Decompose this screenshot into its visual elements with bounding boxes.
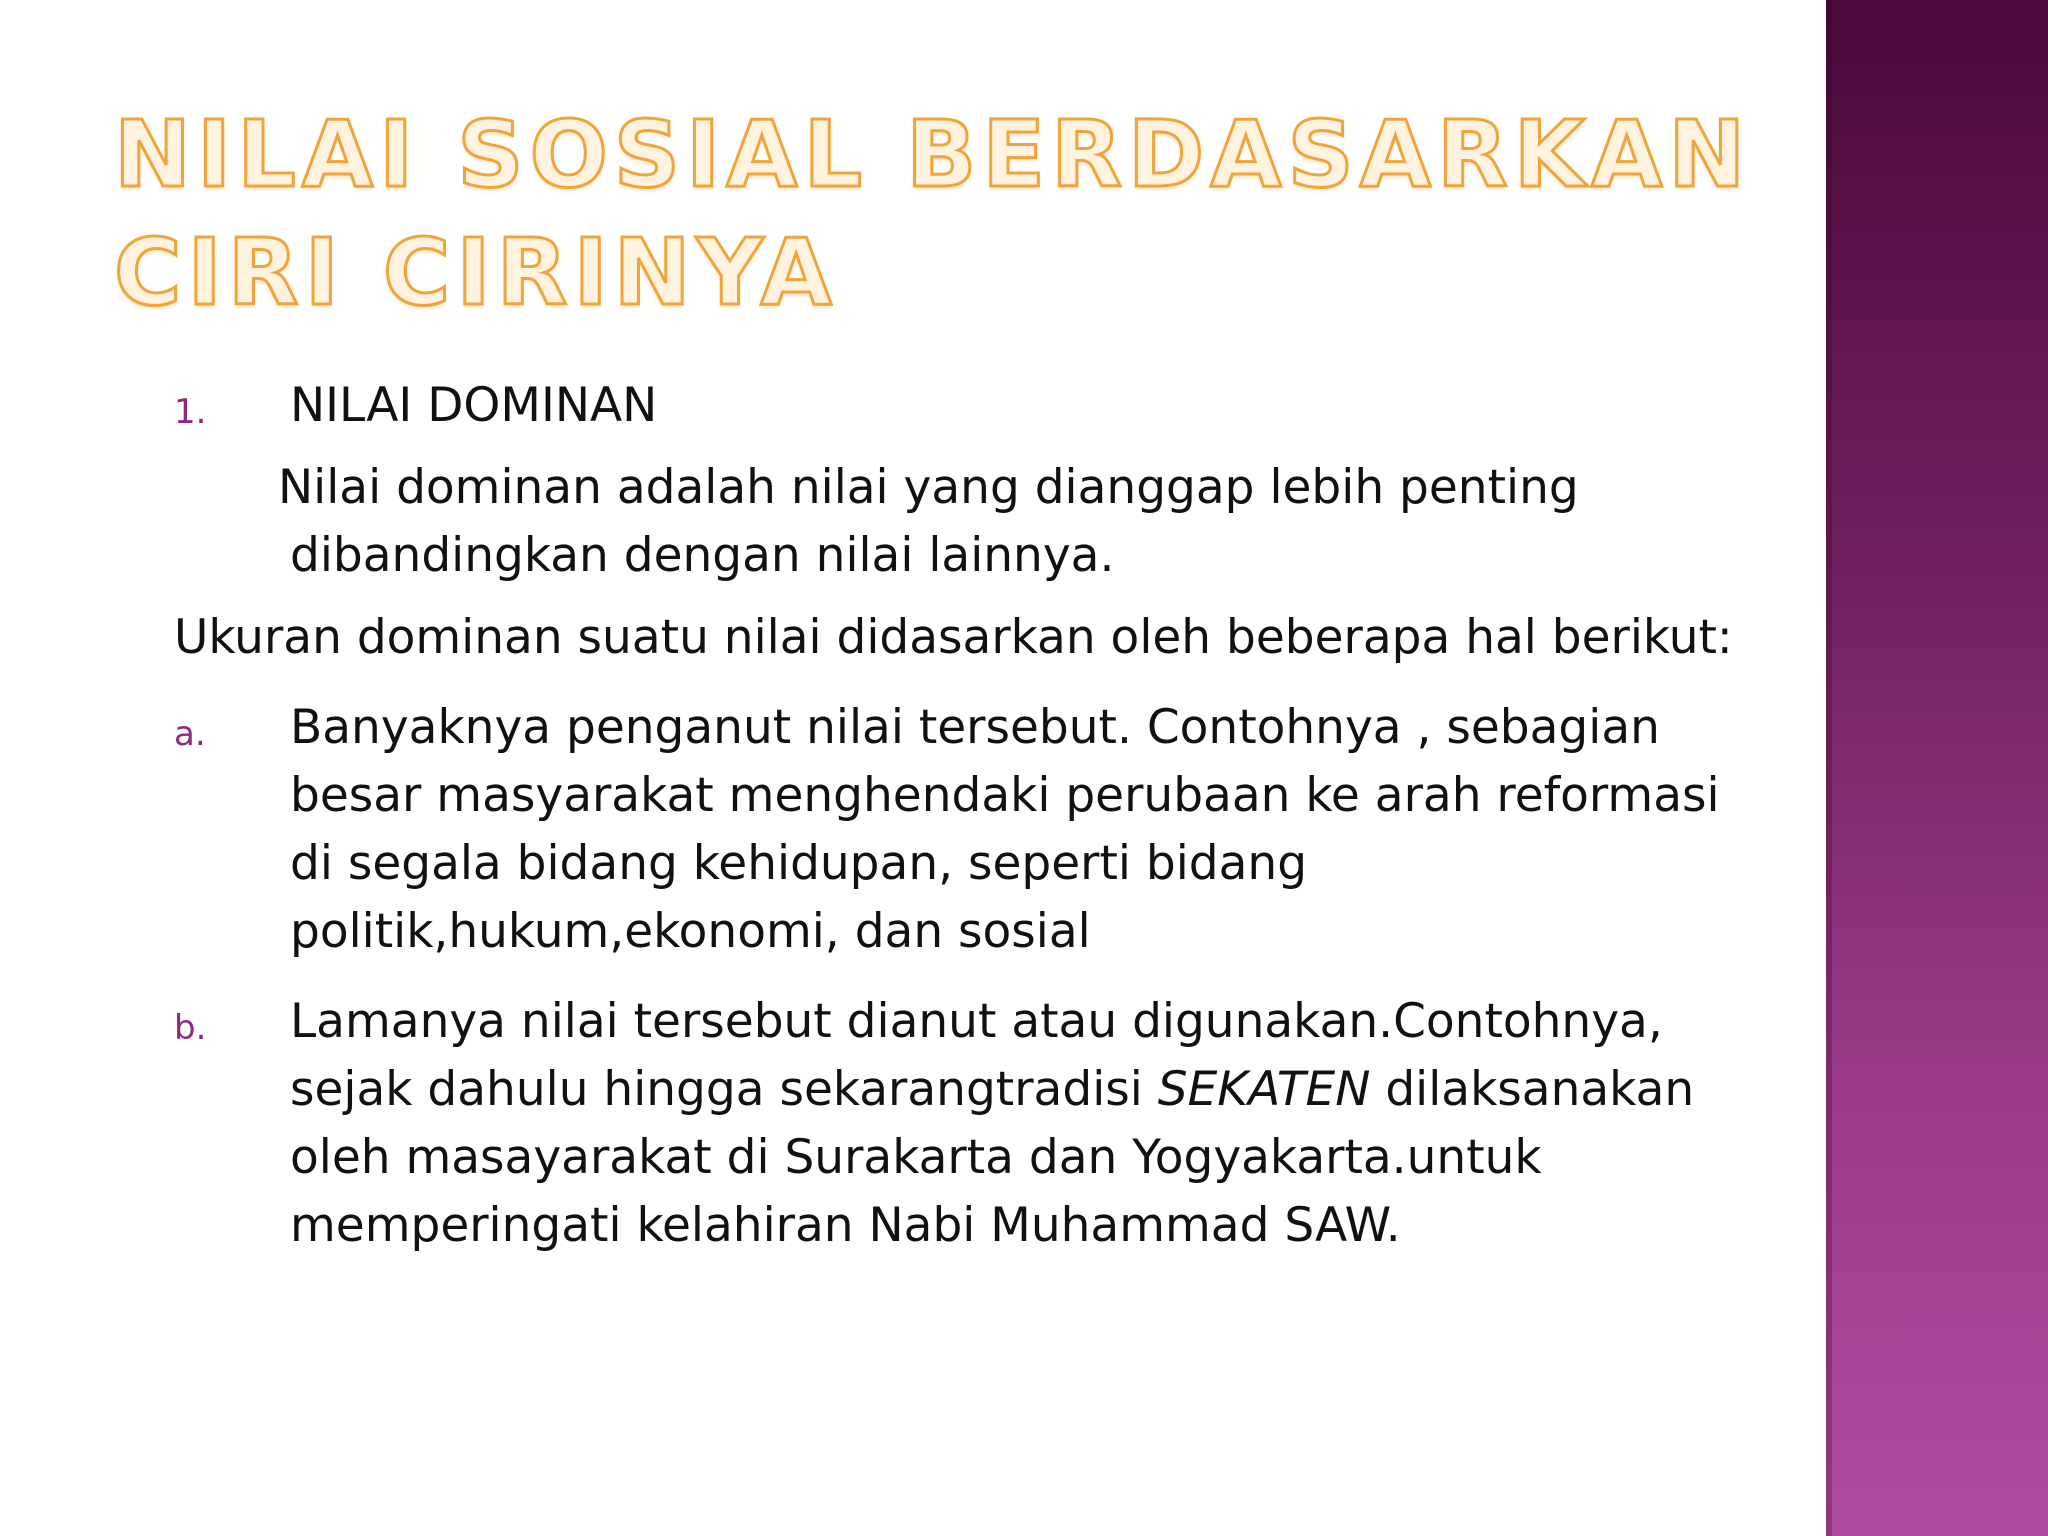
list-item-a xyxy=(174,694,1774,966)
list-item-b-text-end: dilaksanakan oleh masayarakat di Surakarta dan Yogyakarta.untuk memperingati kelahiran Nabi Muhammad SAW. xyxy=(290,1062,1695,1253)
list-item-b xyxy=(174,988,1774,1260)
definition-paragraph: Nilai dominan adalah nilai yang dianggap lebih penting dibandingkan dengan nilai lainnya. xyxy=(278,460,1579,583)
list-item-a-text: Banyaknya penganut nilai tersebut. Contohnya , sebagian besar masyarakat menghendaki perubaan ke arah reformasi di segala bidang kehidupan, seperti bidang politik,hukum,ekonomi, dan sosial xyxy=(290,700,1720,959)
list-item-1-heading: NILAI DOMINAN xyxy=(290,378,658,433)
slide-body xyxy=(174,372,1774,1260)
slide-title: NILAI SOSIAL BERDASARKAN CIRI CIRINYA xyxy=(114,101,1752,326)
list-item-b-text xyxy=(290,994,1694,1253)
list-marker-a: a. xyxy=(174,714,206,754)
sekaten-emphasis: SEKATEN xyxy=(1157,1062,1371,1117)
intro-paragraph: Ukuran dominan suatu nilai didasarkan oleh beberapa hal berikut: xyxy=(174,610,1733,665)
decorative-side-band xyxy=(1826,0,2048,1536)
list-item-1 xyxy=(174,372,1774,440)
list-marker-b: b. xyxy=(174,1008,207,1048)
side-band-edge xyxy=(1826,0,1832,1536)
list-item-b-text-start: Lamanya nilai tersebut dianut atau digunakan.Contohnya, sejak dahulu hingga sekarangtradisi xyxy=(290,994,1663,1117)
list-marker-1: 1. xyxy=(174,392,207,432)
